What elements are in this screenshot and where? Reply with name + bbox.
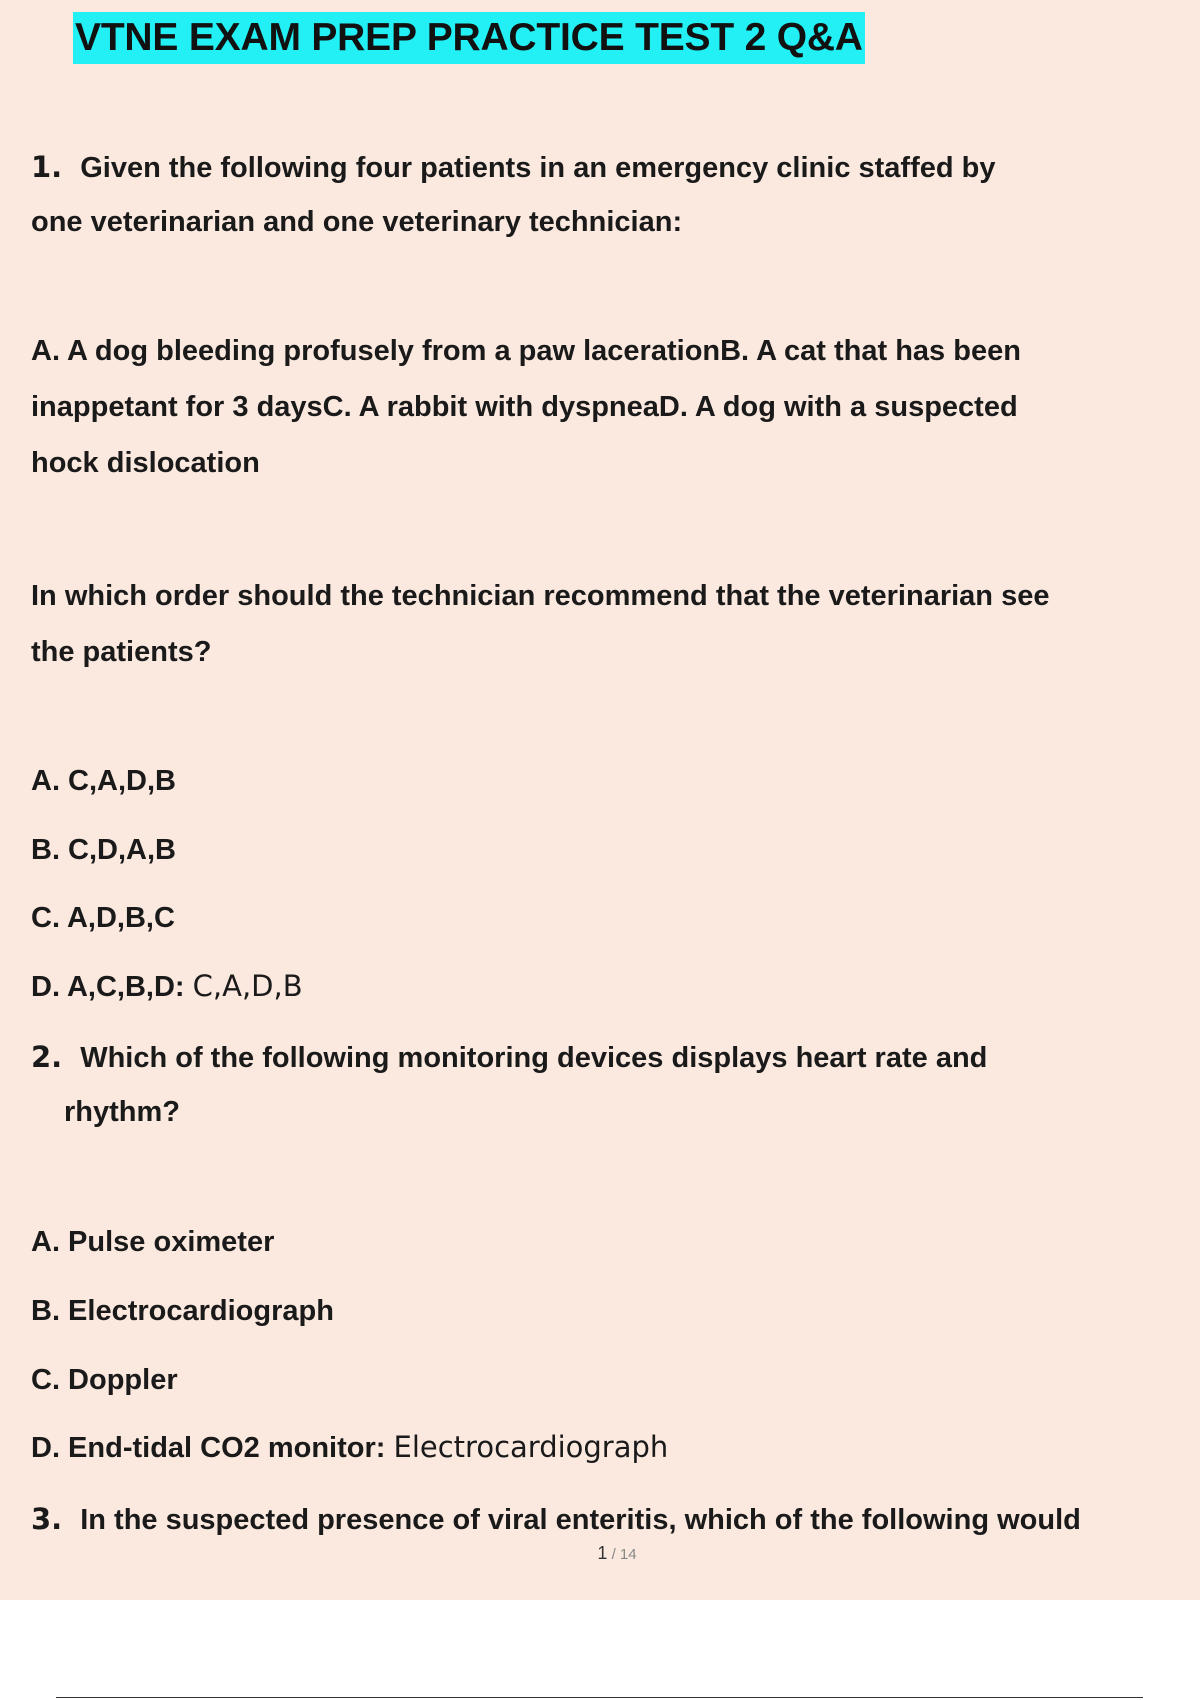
page-divider — [56, 1697, 1143, 1698]
question-2-option-a: A. Pulse oximeter — [31, 1226, 275, 1258]
question-1-number: 1. — [31, 150, 63, 184]
question-2-stem-line-1: 2. Which of the following monitoring devices displays heart rate and — [31, 1040, 988, 1074]
question-1-scenario-line-2: inappetant for 3 daysC. A rabbit with dyspneaD. A dog with a suspected — [31, 391, 1018, 423]
page-total: 14 — [619, 1546, 637, 1563]
question-1-option-a: A. C,A,D,B — [31, 765, 176, 797]
question-2-option-b: B. Electrocardiograph — [31, 1295, 334, 1327]
question-3-number: 3. — [31, 1502, 63, 1536]
question-1-prompt-line-2: the patients? — [31, 636, 212, 668]
question-1-option-b: B. C,D,A,B — [31, 834, 176, 866]
question-2-number: 2. — [31, 1040, 63, 1074]
page-indicator: 1 / 14 — [597, 1543, 637, 1563]
question-1-prompt-line-1: In which order should the technician recommend that the veterinarian see — [31, 580, 1050, 612]
question-1-stem-line-1: 1. Given the following four patients in an emergency clinic staffed by — [31, 150, 996, 184]
question-3-stem-line-1: 3. In the suspected presence of viral enteritis, which of the following would — [31, 1502, 1081, 1536]
question-2-option-d: D. End-tidal CO2 monitor: Electrocardiograph — [31, 1430, 669, 1464]
question-1-stem-line-2: one veterinarian and one veterinary technician: — [31, 206, 683, 238]
question-1-scenario-line-1: A. A dog bleeding profusely from a paw lacerationB. A cat that has been — [31, 335, 1021, 367]
question-2-stem-line-2: rhythm? — [64, 1096, 180, 1128]
document-title: VTNE EXAM PREP PRACTICE TEST 2 Q&A — [73, 12, 865, 64]
question-2-option-c: C. Doppler — [31, 1364, 178, 1396]
question-2-answer: Electrocardiograph — [393, 1430, 669, 1464]
question-1-scenario-line-3: hock dislocation — [31, 447, 260, 479]
question-1-option-d: D. A,C,B,D: C,A,D,B — [31, 969, 303, 1003]
page-current: 1 — [597, 1543, 608, 1563]
question-1-option-c: C. A,D,B,C — [31, 902, 175, 934]
question-1-answer: C,A,D,B — [192, 969, 303, 1003]
